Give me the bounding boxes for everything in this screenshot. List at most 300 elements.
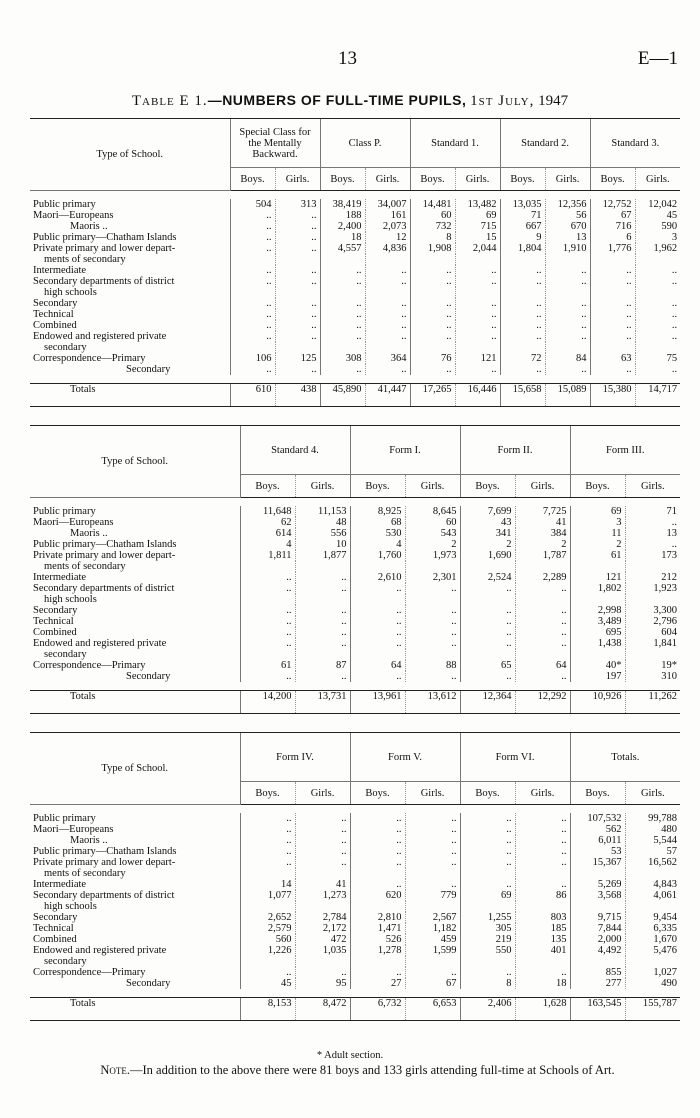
table-row: [30, 879, 680, 890]
cell-value: 1,776: [590, 243, 635, 254]
cell-value: 2: [405, 539, 460, 550]
row-label: Secondary: [33, 912, 78, 923]
cell-value: ..: [405, 627, 460, 638]
row-label: Public primary: [33, 506, 96, 517]
total-value: 10,926: [570, 691, 625, 714]
table-row: [30, 298, 680, 309]
cell-value: 4,836: [365, 243, 410, 254]
cell-value: ..: [275, 210, 320, 221]
total-value: 15,089: [545, 384, 590, 407]
cell-value: ..: [240, 583, 295, 594]
total-value: 17,265: [410, 384, 455, 407]
row-label: secondary: [44, 649, 87, 660]
cell-value: 188: [320, 210, 365, 221]
table-row: [30, 364, 680, 375]
cell-value: ..: [410, 320, 455, 331]
cell-value: 5,269: [570, 879, 625, 890]
cell-value: [570, 956, 625, 967]
cell-value: 1,278: [350, 945, 405, 956]
cell-value: [350, 868, 405, 879]
cell-value: [590, 254, 635, 265]
table-row: [30, 934, 680, 945]
cell-value: 34,007: [365, 199, 410, 210]
cell-value: 8: [410, 232, 455, 243]
cell-value: 1,973: [405, 550, 460, 561]
cell-value: ..: [515, 583, 570, 594]
table-row: [30, 967, 680, 978]
cell-value: [590, 342, 635, 353]
cell-value: 88: [405, 660, 460, 671]
cell-value: ..: [230, 364, 275, 375]
cell-value: 107,532: [570, 813, 625, 824]
table-row: [30, 901, 680, 912]
cell-value: ..: [635, 298, 680, 309]
cell-value: [635, 254, 680, 265]
cell-value: [590, 287, 635, 298]
cell-value: ..: [635, 320, 680, 331]
girls-header: Girls.: [275, 168, 320, 191]
cell-value: 1,471: [350, 923, 405, 934]
cell-value: ..: [500, 265, 545, 276]
row-label: Secondary departments of district: [33, 276, 175, 287]
cell-value: ..: [230, 265, 275, 276]
cell-value: 2: [460, 539, 515, 550]
table-row: [30, 846, 680, 857]
cell-value: 472: [295, 934, 350, 945]
cell-value: 4: [240, 539, 295, 550]
cell-value: ..: [635, 265, 680, 276]
cell-value: ..: [350, 813, 405, 824]
cell-value: [295, 594, 350, 605]
table-row: [30, 320, 680, 331]
cell-value: 40*: [570, 660, 625, 671]
table-row: [30, 978, 680, 989]
row-label: Endowed and registered private: [33, 945, 167, 956]
cell-value: ..: [240, 967, 295, 978]
cell-value: [570, 868, 625, 879]
cell-value: 855: [570, 967, 625, 978]
cell-value: ..: [320, 320, 365, 331]
cell-value: 526: [350, 934, 405, 945]
cell-value: ..: [350, 638, 405, 649]
cell-value: 76: [410, 353, 455, 364]
total-value: 438: [275, 384, 320, 407]
cell-value: 41: [295, 879, 350, 890]
table-row: [30, 912, 680, 923]
cell-value: ..: [515, 813, 570, 824]
cell-value: ..: [405, 583, 460, 594]
cell-value: ..: [460, 583, 515, 594]
cell-value: ..: [500, 331, 545, 342]
row-label: Secondary: [33, 605, 78, 616]
cell-value: ..: [240, 638, 295, 649]
row-label: Secondary: [126, 364, 171, 375]
cell-value: 106: [230, 353, 275, 364]
cell-value: ..: [365, 331, 410, 342]
cell-value: 1,226: [240, 945, 295, 956]
cell-value: [515, 956, 570, 967]
group-header: Special Class for the Mentally Backward.: [230, 119, 320, 168]
group-header: Standard 4.: [240, 426, 350, 475]
cell-value: 8,925: [350, 506, 405, 517]
girls-header: Girls.: [515, 475, 570, 498]
cell-value: ..: [635, 276, 680, 287]
cell-value: 6,335: [625, 923, 680, 934]
cell-value: ..: [295, 572, 350, 583]
cell-value: 1,802: [570, 583, 625, 594]
cell-value: ..: [455, 364, 500, 375]
cell-value: [625, 649, 680, 660]
cell-value: ..: [590, 331, 635, 342]
row-label: ments of secondary: [44, 561, 126, 572]
cell-value: 530: [350, 528, 405, 539]
table-row: [30, 232, 680, 243]
group-header: Standard 2.: [500, 119, 590, 168]
table-row: [30, 890, 680, 901]
cell-value: 590: [635, 221, 680, 232]
cell-value: 2,301: [405, 572, 460, 583]
cell-value: 173: [625, 550, 680, 561]
cell-value: ..: [515, 967, 570, 978]
cell-value: ..: [275, 276, 320, 287]
cell-value: 1,027: [625, 967, 680, 978]
cell-value: 277: [570, 978, 625, 989]
cell-value: [275, 342, 320, 353]
row-label: high schools: [44, 901, 97, 912]
girls-header: Girls.: [515, 782, 570, 805]
cell-value: 4,557: [320, 243, 365, 254]
cell-value: 1,760: [350, 550, 405, 561]
cell-value: [410, 254, 455, 265]
total-value: 13,731: [295, 691, 350, 714]
total-value: 13,612: [405, 691, 460, 714]
cell-value: ..: [350, 605, 405, 616]
cell-value: ..: [295, 967, 350, 978]
cell-value: [625, 901, 680, 912]
cell-value: 27: [350, 978, 405, 989]
cell-value: [500, 342, 545, 353]
boys-header: Boys.: [570, 475, 625, 498]
cell-value: 64: [515, 660, 570, 671]
cell-value: [545, 287, 590, 298]
cell-value: ..: [295, 824, 350, 835]
cell-value: 69: [455, 210, 500, 221]
cell-value: 61: [570, 550, 625, 561]
cell-value: ..: [275, 320, 320, 331]
cell-value: 9,715: [570, 912, 625, 923]
girls-header: Girls.: [455, 168, 500, 191]
cell-value: ..: [410, 276, 455, 287]
cell-value: [570, 901, 625, 912]
row-label: Intermediate: [33, 572, 87, 583]
group-header: Form V.: [350, 733, 460, 782]
table-row: [30, 265, 680, 276]
cell-value: [365, 342, 410, 353]
cell-value: 12,042: [635, 199, 680, 210]
boys-header: Boys.: [590, 168, 635, 191]
cell-value: ..: [275, 298, 320, 309]
table-row: [30, 660, 680, 671]
cell-value: 2,652: [240, 912, 295, 923]
cell-value: ..: [230, 298, 275, 309]
cell-value: 614: [240, 528, 295, 539]
cell-value: 7,844: [570, 923, 625, 934]
totals-label: Totals: [30, 691, 240, 714]
cell-value: [625, 594, 680, 605]
cell-value: ..: [320, 364, 365, 375]
page-header: [0, 48, 700, 72]
cell-value: 490: [625, 978, 680, 989]
boys-header: Boys.: [460, 475, 515, 498]
cell-value: ..: [460, 605, 515, 616]
row-label: Combined: [33, 934, 77, 945]
cell-value: 60: [405, 517, 460, 528]
cell-value: [240, 956, 295, 967]
cell-value: 67: [405, 978, 460, 989]
cell-value: ..: [405, 835, 460, 846]
row-label: Endowed and registered private: [33, 331, 167, 342]
group-header: Form II.: [460, 426, 570, 475]
cell-value: ..: [515, 824, 570, 835]
total-value: 155,787: [625, 998, 680, 1021]
cell-value: [240, 561, 295, 572]
group-header: Standard 3.: [590, 119, 680, 168]
table-row: [30, 342, 680, 353]
cell-value: [405, 649, 460, 660]
cell-value: ..: [405, 813, 460, 824]
cell-value: ..: [295, 813, 350, 824]
cell-value: ..: [320, 265, 365, 276]
cell-value: 3,300: [625, 605, 680, 616]
type-of-school-header: Type of School.: [30, 426, 240, 498]
cell-value: ..: [275, 265, 320, 276]
cell-value: [405, 901, 460, 912]
cell-value: [350, 901, 405, 912]
boys-header: Boys.: [350, 782, 405, 805]
girls-header: Girls.: [295, 475, 350, 498]
total-value: 8,472: [295, 998, 350, 1021]
pupils-table-1: [30, 118, 680, 407]
row-label: Maori—Europeans: [33, 210, 114, 221]
cell-value: 135: [515, 934, 570, 945]
row-label: Correspondence—Primary: [33, 660, 146, 671]
cell-value: 2,579: [240, 923, 295, 934]
pupils-table-3: [30, 732, 680, 1021]
row-label: Public primary—Chatham Islands: [33, 232, 177, 243]
cell-value: ..: [635, 309, 680, 320]
cell-value: ..: [350, 857, 405, 868]
total-value: 45,890: [320, 384, 365, 407]
cell-value: ..: [320, 309, 365, 320]
cell-value: [365, 254, 410, 265]
cell-value: [545, 254, 590, 265]
cell-value: ..: [410, 364, 455, 375]
table-row: [30, 835, 680, 846]
cell-value: ..: [230, 276, 275, 287]
cell-value: [320, 287, 365, 298]
total-value: 14,717: [635, 384, 680, 407]
cell-value: 9: [500, 232, 545, 243]
cell-value: [635, 342, 680, 353]
row-label: Technical: [33, 923, 74, 934]
cell-value: 57: [625, 846, 680, 857]
cell-value: ..: [455, 331, 500, 342]
cell-value: 95: [295, 978, 350, 989]
row-label: Intermediate: [33, 265, 87, 276]
cell-value: 562: [570, 824, 625, 835]
cell-value: 2,073: [365, 221, 410, 232]
cell-value: 2,998: [570, 605, 625, 616]
cell-value: ..: [275, 243, 320, 254]
boys-header: Boys.: [410, 168, 455, 191]
cell-value: 5,544: [625, 835, 680, 846]
cell-value: 6,011: [570, 835, 625, 846]
footnote-adult-section: * Adult section.: [316, 1050, 384, 1061]
page-number: 13: [338, 48, 357, 69]
total-value: 15,380: [590, 384, 635, 407]
cell-value: ..: [230, 232, 275, 243]
cell-value: [240, 868, 295, 879]
cell-value: 212: [625, 572, 680, 583]
cell-value: [405, 594, 460, 605]
cell-value: 1,910: [545, 243, 590, 254]
cell-value: 12,356: [545, 199, 590, 210]
cell-value: [460, 561, 515, 572]
cell-value: [410, 342, 455, 353]
table-row: [30, 605, 680, 616]
cell-value: 15: [455, 232, 500, 243]
cell-value: ..: [295, 616, 350, 627]
row-label: Intermediate: [33, 879, 87, 890]
cell-value: ..: [455, 320, 500, 331]
row-label: secondary: [44, 956, 87, 967]
cell-value: [320, 342, 365, 353]
cell-value: 670: [545, 221, 590, 232]
cell-value: 1,077: [240, 890, 295, 901]
cell-value: [625, 561, 680, 572]
boys-header: Boys.: [570, 782, 625, 805]
group-header: Form III.: [570, 426, 680, 475]
cell-value: [405, 868, 460, 879]
girls-header: Girls.: [625, 475, 680, 498]
table-row: [30, 583, 680, 594]
cell-value: ..: [240, 572, 295, 583]
row-label: Technical: [33, 309, 74, 320]
cell-value: ..: [275, 309, 320, 320]
cell-value: 7,699: [460, 506, 515, 517]
boys-header: Boys.: [240, 475, 295, 498]
cell-value: ..: [295, 846, 350, 857]
cell-value: 310: [625, 671, 680, 682]
table-note: [30, 1063, 685, 1077]
cell-value: ..: [515, 857, 570, 868]
cell-value: 695: [570, 627, 625, 638]
table-row: [30, 528, 680, 539]
table-row: [30, 671, 680, 682]
cell-value: 732: [410, 221, 455, 232]
row-label: Secondary: [126, 671, 171, 682]
cell-value: ..: [405, 857, 460, 868]
page-reference: E—1: [637, 48, 678, 69]
cell-value: ..: [460, 627, 515, 638]
table-title-main: —NUMBERS OF FULL-TIME PUPILS,: [207, 92, 467, 108]
cell-value: ..: [240, 605, 295, 616]
cell-value: ..: [295, 671, 350, 682]
cell-value: ..: [240, 627, 295, 638]
row-label: Private primary and lower depart-: [33, 550, 176, 561]
cell-value: 84: [545, 353, 590, 364]
cell-value: 3,489: [570, 616, 625, 627]
cell-value: 313: [275, 199, 320, 210]
row-label: Secondary: [126, 978, 171, 989]
cell-value: ..: [500, 364, 545, 375]
cell-value: ..: [515, 846, 570, 857]
cell-value: 13: [545, 232, 590, 243]
boys-header: Boys.: [350, 475, 405, 498]
cell-value: ..: [590, 364, 635, 375]
table-row: [30, 221, 680, 232]
cell-value: 56: [545, 210, 590, 221]
cell-value: [545, 342, 590, 353]
total-value: 2,406: [460, 998, 515, 1021]
cell-value: ..: [590, 309, 635, 320]
cell-value: 803: [515, 912, 570, 923]
total-value: 41,447: [365, 384, 410, 407]
table-row: [30, 550, 680, 561]
row-label: Endowed and registered private: [33, 638, 167, 649]
cell-value: [460, 901, 515, 912]
table-row: [30, 945, 680, 956]
cell-value: ..: [545, 320, 590, 331]
cell-value: ..: [350, 583, 405, 594]
cell-value: 19*: [625, 660, 680, 671]
cell-value: 459: [405, 934, 460, 945]
total-value: 163,545: [570, 998, 625, 1021]
cell-value: 161: [365, 210, 410, 221]
cell-value: 2,567: [405, 912, 460, 923]
cell-value: ..: [230, 320, 275, 331]
cell-value: 1,599: [405, 945, 460, 956]
cell-value: 364: [365, 353, 410, 364]
cell-value: 11,648: [240, 506, 295, 517]
cell-value: ..: [405, 879, 460, 890]
girls-header: Girls.: [405, 782, 460, 805]
cell-value: 2,796: [625, 616, 680, 627]
row-label: Public primary—Chatham Islands: [33, 539, 177, 550]
table-title-date: 1st July,: [470, 93, 535, 109]
cell-value: 504: [230, 199, 275, 210]
cell-value: ..: [295, 638, 350, 649]
cell-value: [275, 287, 320, 298]
cell-value: [515, 868, 570, 879]
table-row: [30, 309, 680, 320]
cell-value: 2: [570, 539, 625, 550]
cell-value: 62: [240, 517, 295, 528]
cell-value: ..: [240, 813, 295, 824]
row-label: Correspondence—Primary: [33, 967, 146, 978]
cell-value: 71: [625, 506, 680, 517]
totals-label: Totals: [30, 384, 230, 407]
cell-value: [295, 561, 350, 572]
table-row: [30, 649, 680, 660]
cell-value: ..: [590, 276, 635, 287]
cell-value: ..: [405, 846, 460, 857]
cell-value: [405, 561, 460, 572]
cell-value: ..: [320, 331, 365, 342]
row-label: Combined: [33, 320, 77, 331]
cell-value: [350, 649, 405, 660]
row-label: Correspondence—Primary: [33, 353, 146, 364]
